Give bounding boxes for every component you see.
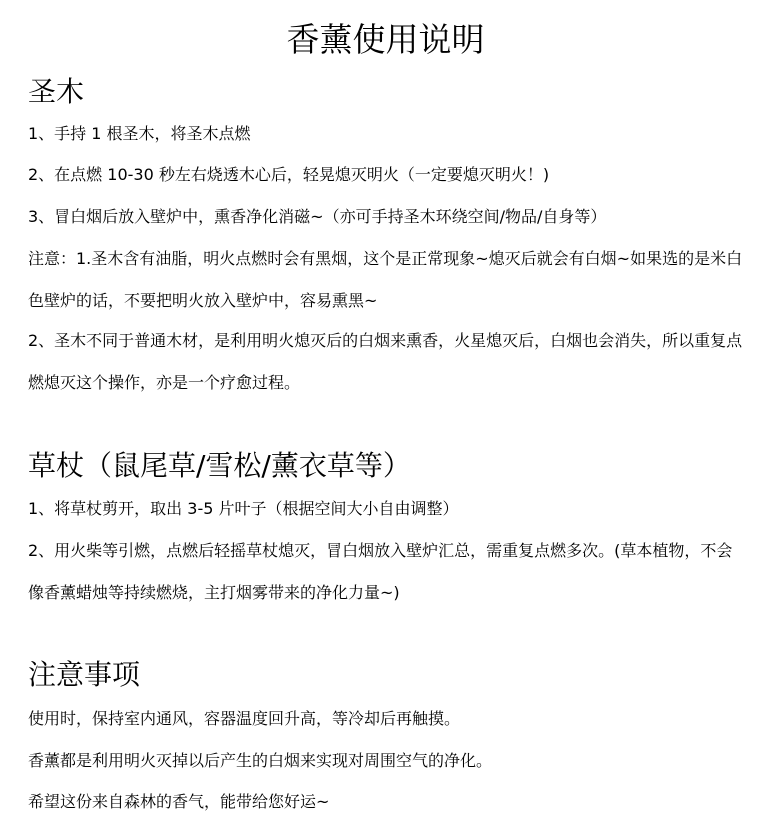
palo-santo-step-2: 2、在点燃 10-30 秒左右烧透木心后，轻晃熄灭明火（一定要熄灭明火！) bbox=[28, 165, 550, 184]
palo-santo-step-1: 1、手持 1 根圣木，将圣木点燃 bbox=[28, 124, 251, 143]
palo-santo-note-2: 2、圣木不同于普通木材，是利用明火熄灭后的白烟来熏香，火星熄灭后，白烟也会消失，所以重复点燃熄灭这个操作，亦是一个疗愈过程。 bbox=[28, 331, 743, 392]
section-heading-precautions: 注意事项 bbox=[28, 658, 141, 691]
precaution-line-1: 使用时，保持室内通风，容器温度回升高，等冷却后再触摸。 bbox=[28, 709, 461, 728]
herb-wand-step-2: 2、用火柴等引燃，点燃后轻摇草杖熄灭，冒白烟放入壁炉汇总，需重复点燃多次。(草本植物，不会像香薰蜡烛等持续燃烧，主打烟雾带来的净化力量~) bbox=[28, 541, 733, 602]
palo-santo-note-1: 注意：1.圣木含有油脂，明火点燃时会有黑烟，这个是正常现象~熄灭后就会有白烟~如果选的是米白色壁炉的话，不要把明火放入壁炉中，容易熏黑~ bbox=[28, 249, 743, 310]
page-title: 香薰使用说明 bbox=[286, 20, 485, 59]
herb-wand-step-1: 1、将草杖剪开，取出 3-5 片叶子（根据空间大小自由调整） bbox=[28, 499, 459, 518]
palo-santo-step-3: 3、冒白烟后放入壁炉中，熏香净化消磁~（亦可手持圣木环绕空间/物品/自身等） bbox=[28, 207, 607, 226]
section-heading-palo-santo: 圣木 bbox=[28, 75, 85, 108]
section-heading-herb-wand: 草杖（鼠尾草/雪松/薰衣草等） bbox=[28, 449, 411, 482]
precaution-line-3: 希望这份来自森林的香气，能带给您好运~ bbox=[28, 792, 330, 811]
precaution-line-2: 香薰都是利用明火灭掉以后产生的白烟来实现对周围空气的净化。 bbox=[28, 751, 493, 770]
